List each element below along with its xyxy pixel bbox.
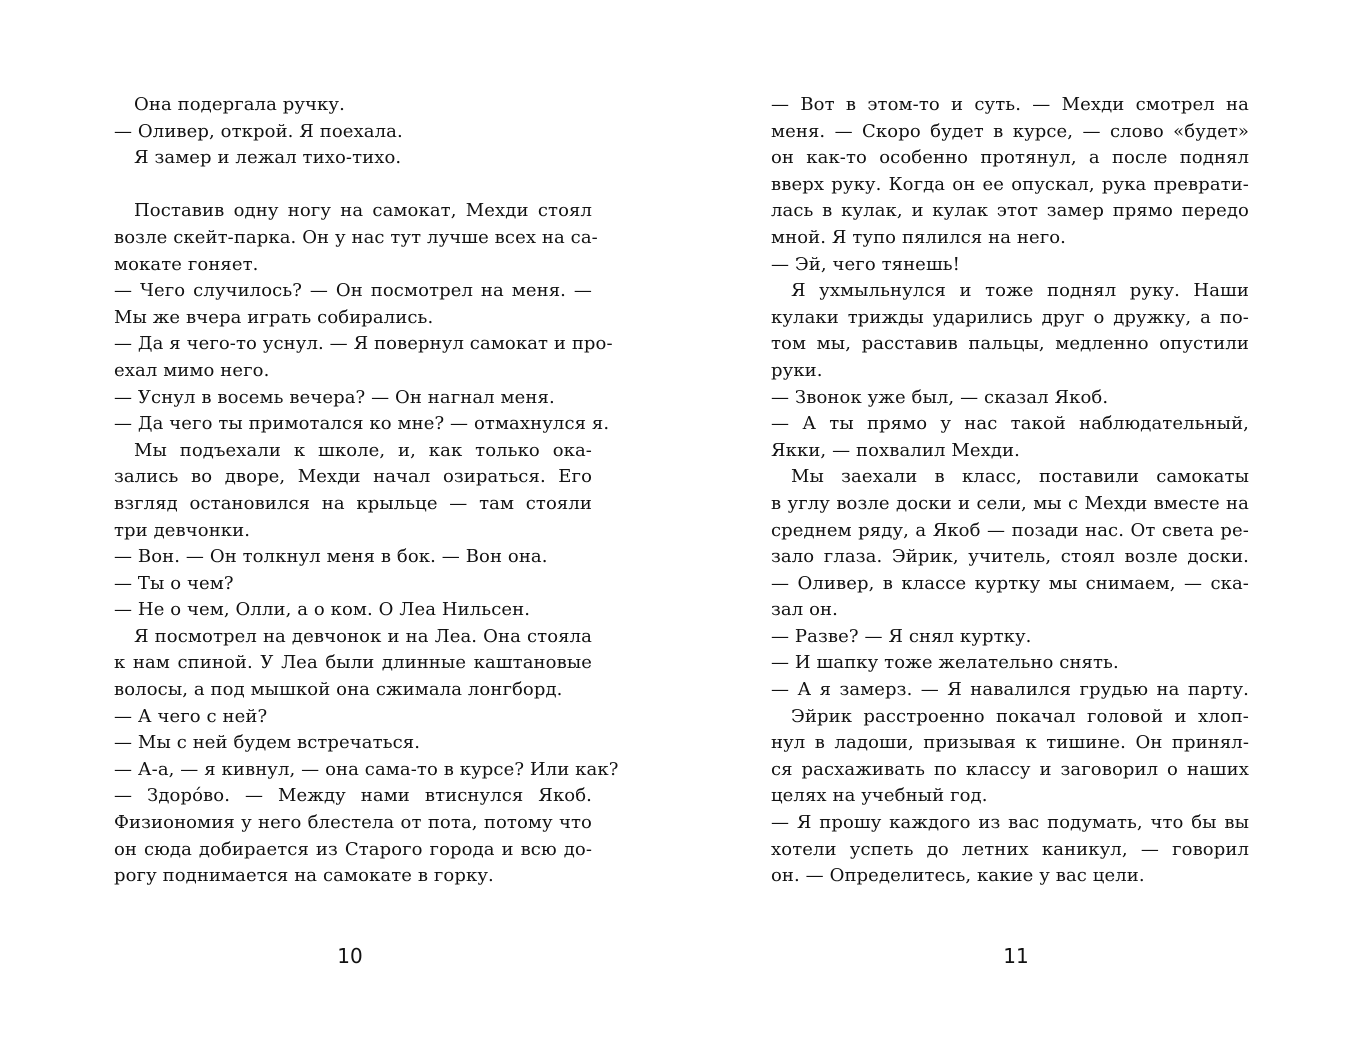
text-line: Эйрик расстроенно покачал головой и хлоп- — [791, 705, 1249, 727]
page-number-left: 10 — [337, 944, 363, 968]
left-page-text — [114, 92, 619, 890]
text-line: Я ухмыльнулся и тоже поднял руку. Наши — [791, 280, 1249, 302]
text-line: — И шапку тоже желательно снять. — [771, 652, 1119, 674]
text-line: среднем ряду, а Якоб — позади нас. От света ре- — [771, 519, 1249, 541]
text-line: — Звонок уже был, — сказал Якоб. — [771, 386, 1109, 408]
text-line: — Не о чем, Олли, а о ком. О Леа Нильсен. — [114, 599, 531, 621]
text-line: он как-то особенно протянул, а после поднял — [771, 147, 1249, 169]
text-line: — Эй, чего тянешь! — [771, 253, 961, 275]
text-line: Физиономия у него блестела от пота, потому что — [114, 812, 592, 834]
right-page-text — [771, 92, 1249, 890]
text-line: — А-а, — я кивнул, — она сама-то в курсе? Или как? — [114, 758, 619, 780]
text-line: Якки, — похвалил Мехди. — [771, 439, 1020, 461]
text-line: Мы заехали в класс, поставили самокаты — [791, 466, 1249, 488]
text-line: возле скейт-парка. Он у нас тут лучше всех на са- — [114, 226, 598, 248]
text-line: руки. — [771, 359, 823, 381]
text-line: — А чего с ней? — [114, 705, 268, 727]
text-line: он сюда добирается из Старого города и всю до- — [114, 838, 592, 860]
text-line: меня. — Скоро будет в курсе, — слово «будет» — [771, 120, 1249, 142]
text-line: три девчонки. — [114, 519, 251, 541]
text-line: ся расхаживать по классу и заговорил о наших — [771, 758, 1249, 780]
text-line: — Чего случилось? — Он посмотрел на меня. — — [114, 280, 592, 302]
text-line: мной. Я тупо пялился на него. — [771, 226, 1067, 248]
text-line: — Уснул в восемь вечера? — Он нагнал меня. — [114, 386, 555, 408]
text-line: — Да чего ты примотался ко мне? — отмахнулся я. — [114, 413, 610, 435]
text-line: — Да я чего-то уснул. — Я повернул самокат и про- — [114, 333, 613, 355]
text-line: нул в ладоши, призывая к тишине. Он принял- — [771, 732, 1249, 754]
text-line: — Ты о чем? — [114, 572, 234, 594]
text-line: — Вот в этом-то и суть. — Мехди смотрел на — [771, 94, 1249, 115]
text-line: Мы же вчера играть собирались. — [114, 306, 434, 328]
text-line: ехал мимо него. — [114, 359, 270, 381]
text-line: — А я замерз. — Я навалился грудью на парту. — [771, 679, 1249, 701]
text-line: взгляд остановился на крыльце — там стояли — [114, 492, 592, 514]
text-line: Я посмотрел на девчонок и на Леа. Она стояла — [134, 625, 592, 647]
text-line: целях на учебный год. — [771, 785, 988, 807]
text-line: кулаки трижды ударились друг о дружку, а по- — [771, 306, 1249, 328]
page-number-right: 11 — [1003, 944, 1029, 968]
text-line: зались во дворе, Мехди начал озираться. Его — [114, 466, 592, 488]
text-line: Она подергала ручку. — [134, 94, 345, 115]
text-line: в углу возле доски и сели, мы с Мехди вместе на — [771, 492, 1249, 514]
text-line: зал он. — [771, 599, 838, 621]
text-line: — А ты прямо у нас такой наблюдательный, — [771, 413, 1249, 435]
text-line: зало глаза. Эйрик, учитель, стоял возле доски. — [771, 546, 1249, 568]
text-line: мокате гоняет. — [114, 253, 259, 275]
text-line: том мы, расставив пальцы, медленно опустили — [771, 333, 1249, 355]
text-line: — Разве? — Я снял куртку. — [771, 625, 1032, 647]
text-line: Мы подъехали к школе, и, как только ока- — [134, 439, 592, 461]
text-line: Я замер и лежал тихо-тихо. — [134, 147, 402, 169]
text-line: к нам спиной. У Леа были длинные каштановые — [114, 652, 592, 674]
text-line: — Оливер, открой. Я поехала. — [114, 120, 403, 142]
text-line: лась в кулак, и кулак этот замер прямо передо — [771, 200, 1249, 222]
text-line: рогу поднимается на самокате в горку. — [114, 865, 494, 887]
text-line: — Здоро́во. — Между нами втиснулся Якоб. — [114, 785, 592, 807]
text-line: вверх руку. Когда он ее опускал, рука преврати- — [771, 173, 1249, 195]
text-line: он. — Определитесь, какие у вас цели. — [771, 865, 1145, 887]
text-line: — Вон. — Он толкнул меня в бок. — Вон она. — [114, 546, 548, 568]
text-line: волосы, а под мышкой она сжимала лонгборд. — [114, 679, 563, 701]
text-line: — Мы с ней будем встречаться. — [114, 732, 421, 754]
text-line: Поставив одну ногу на самокат, Мехди стоял — [134, 200, 592, 222]
text-line: хотели успеть до летних каникул, — говорил — [771, 838, 1249, 860]
text-line: — Я прошу каждого из вас подумать, что бы вы — [771, 812, 1249, 834]
text-line: — Оливер, в классе куртку мы снимаем, — ска- — [771, 572, 1249, 594]
